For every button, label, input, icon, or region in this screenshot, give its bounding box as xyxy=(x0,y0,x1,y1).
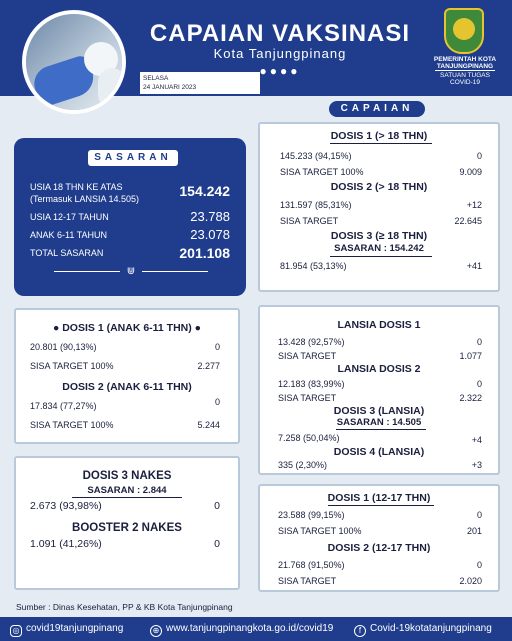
sasaran-divider xyxy=(142,271,208,272)
heading-underline xyxy=(330,143,432,144)
dose-change: 0 xyxy=(476,560,482,570)
instagram-handle: covid19tanjungpinang xyxy=(26,623,124,634)
heading-underline xyxy=(328,505,434,506)
dose-change: 0 xyxy=(214,342,220,352)
sasaran-row-note: (Termasuk LANSIA 14.505) xyxy=(30,194,140,204)
card-heading: DOSIS 4 (LANSIA) xyxy=(333,446,425,458)
task-divider xyxy=(435,70,495,71)
gov-name xyxy=(420,56,510,70)
dose-change: 0 xyxy=(476,151,482,161)
website-link[interactable] xyxy=(150,623,333,637)
gov-line-2: TANJUNGPINANG xyxy=(436,63,494,70)
dose-value: 335 (2,30%) xyxy=(278,460,328,470)
dose-value: 145.233 (94,15%) xyxy=(280,151,352,161)
dose-value: 23.588 (99,15%) xyxy=(278,510,345,520)
dose-change: 0 xyxy=(476,337,482,347)
heading-underline xyxy=(72,497,182,498)
page-title: CAPAIAN VAKSINASI xyxy=(149,20,411,47)
vaccination-photo xyxy=(22,10,126,114)
dose-change: +12 xyxy=(466,200,482,210)
globe-icon: ⊕ xyxy=(150,625,162,637)
card-remaja xyxy=(258,484,500,592)
footer-bar xyxy=(0,617,512,641)
sasaran-row-label: TOTAL SASARAN xyxy=(30,248,104,258)
remaining-label: SISA TARGET 100% xyxy=(280,167,364,177)
remaining-label: SISA TARGET xyxy=(278,351,337,361)
remaining-label: SISA TARGET xyxy=(278,576,337,586)
dose-change: 0 xyxy=(214,500,220,512)
instagram-icon: ◎ xyxy=(10,625,22,637)
source-note: Sumber : Dinas Kesehatan, PP & KB Kota Tanjungpinang xyxy=(16,602,233,612)
dose-change: +4 xyxy=(471,435,482,445)
remaining-value: 2.322 xyxy=(459,393,482,403)
header-dots: ●●●● xyxy=(259,64,301,78)
dose-value: 7.258 (50,04%) xyxy=(278,433,340,443)
card-anak xyxy=(14,308,240,444)
sasaran-label: SASARAN xyxy=(88,150,178,166)
card-heading: DOSIS 1 (12-17 THN) xyxy=(327,492,431,504)
card-heading: LANSIA DOSIS 2 xyxy=(337,363,421,375)
card-heading: ● DOSIS 1 (ANAK 6-11 THN) ● xyxy=(52,322,202,334)
task-line-2: COVID-19 xyxy=(450,79,480,86)
date-value: 24 JANUARI 2023 xyxy=(143,84,197,91)
card-dewasa xyxy=(258,122,500,292)
card-lansia xyxy=(258,305,500,475)
card-heading: DOSIS 3 (LANSIA) xyxy=(333,405,425,417)
sasaran-row-label: ANAK 6-11 TAHUN xyxy=(30,230,108,240)
card-heading: DOSIS 2 (ANAK 6-11 THN) xyxy=(62,381,192,393)
task-force-name xyxy=(420,70,510,86)
dose-change: +41 xyxy=(466,261,482,271)
dose-value: 13.428 (92,57%) xyxy=(278,337,345,347)
remaining-value: 22.645 xyxy=(454,216,482,226)
date-box xyxy=(140,72,260,94)
sasaran-row-value: 154.242 xyxy=(179,183,230,199)
dose-change: 0 xyxy=(476,510,482,520)
date-day: SELASA xyxy=(143,75,169,82)
dose-change: 0 xyxy=(214,538,220,550)
remaining-value: 9.009 xyxy=(459,167,482,177)
remaining-value: 1.077 xyxy=(459,351,482,361)
capaian-label: CAPAIAN xyxy=(329,101,425,117)
dose-value: 1.091 (41,26%) xyxy=(30,538,102,550)
remaining-value: 2.020 xyxy=(459,576,482,586)
task-line-1: SATUAN TUGAS xyxy=(440,72,490,79)
dose-value: 12.183 (83,99%) xyxy=(278,379,345,389)
instagram-link[interactable] xyxy=(10,623,123,637)
card-heading: DOSIS 1 (> 18 THN) xyxy=(330,130,428,142)
remaining-label: SISA TARGET 100% xyxy=(30,420,114,430)
facebook-icon: f xyxy=(354,625,366,637)
remaining-value: 5.244 xyxy=(197,420,220,430)
sasaran-row-label: USIA 18 THN KE ATAS xyxy=(30,182,123,192)
heading-underline xyxy=(330,256,432,257)
heading-underline xyxy=(336,429,426,430)
sasaran-row-value: 23.078 xyxy=(190,227,230,242)
remaining-value: 201 xyxy=(466,526,482,536)
dose-value: 81.954 (53,13%) xyxy=(280,261,347,271)
remaining-label: SISA TARGET xyxy=(280,216,339,226)
card-heading: DOSIS 2 (12-17 THN) xyxy=(327,542,431,554)
page-subtitle: Kota Tanjungpinang xyxy=(213,46,347,61)
dose-value: 20.801 (90,13%) xyxy=(30,342,97,352)
logo-emblem xyxy=(453,18,475,40)
remaining-label: SISA TARGET 100% xyxy=(278,526,362,536)
photo-syringe-hand xyxy=(98,68,126,108)
website-url: www.tanjungpinangkota.go.id/covid19 xyxy=(166,623,334,634)
dose-value: 2.673 (93,98%) xyxy=(30,500,102,512)
card-heading: BOOSTER 2 NAKES xyxy=(72,522,182,534)
facebook-handle: Covid-19kotatanjungpinang xyxy=(370,623,492,634)
sasaran-panel xyxy=(14,138,246,296)
card-nakes xyxy=(14,456,240,590)
remaining-label: SISA TARGET 100% xyxy=(30,361,114,371)
card-subheading: SASARAN : 14.505 xyxy=(336,417,422,428)
facebook-link[interactable] xyxy=(354,623,492,637)
sasaran-row-label: USIA 12-17 TAHUN xyxy=(30,212,109,222)
sasaran-row-value: 201.108 xyxy=(179,245,230,261)
remaining-label: SISA TARGET xyxy=(278,393,337,403)
card-heading: LANSIA DOSIS 1 xyxy=(337,319,421,331)
sasaran-row-value: 23.788 xyxy=(190,209,230,224)
card-subheading: SASARAN : 154.242 xyxy=(334,243,424,254)
dose-change: 0 xyxy=(476,379,482,389)
dose-value: 21.768 (91,50%) xyxy=(278,560,345,570)
syringe-icon: ⋓ xyxy=(126,266,136,277)
dose-change: +3 xyxy=(471,460,482,470)
dose-change: 0 xyxy=(214,397,220,407)
card-heading: DOSIS 2 (> 18 THN) xyxy=(330,181,428,193)
gov-line-1: PEMERINTAH KOTA xyxy=(433,56,497,63)
sasaran-divider xyxy=(54,271,120,272)
card-heading: DOSIS 3 (≥ 18 THN) xyxy=(330,230,428,242)
card-subheading: SASARAN : 2.844 xyxy=(87,485,167,496)
card-heading: DOSIS 3 NAKES xyxy=(82,470,172,482)
dose-value: 17.834 (77,27%) xyxy=(30,401,97,411)
remaining-value: 2.277 xyxy=(197,361,220,371)
city-logo-icon xyxy=(444,8,484,54)
dose-value: 131.597 (85,31%) xyxy=(280,200,352,210)
